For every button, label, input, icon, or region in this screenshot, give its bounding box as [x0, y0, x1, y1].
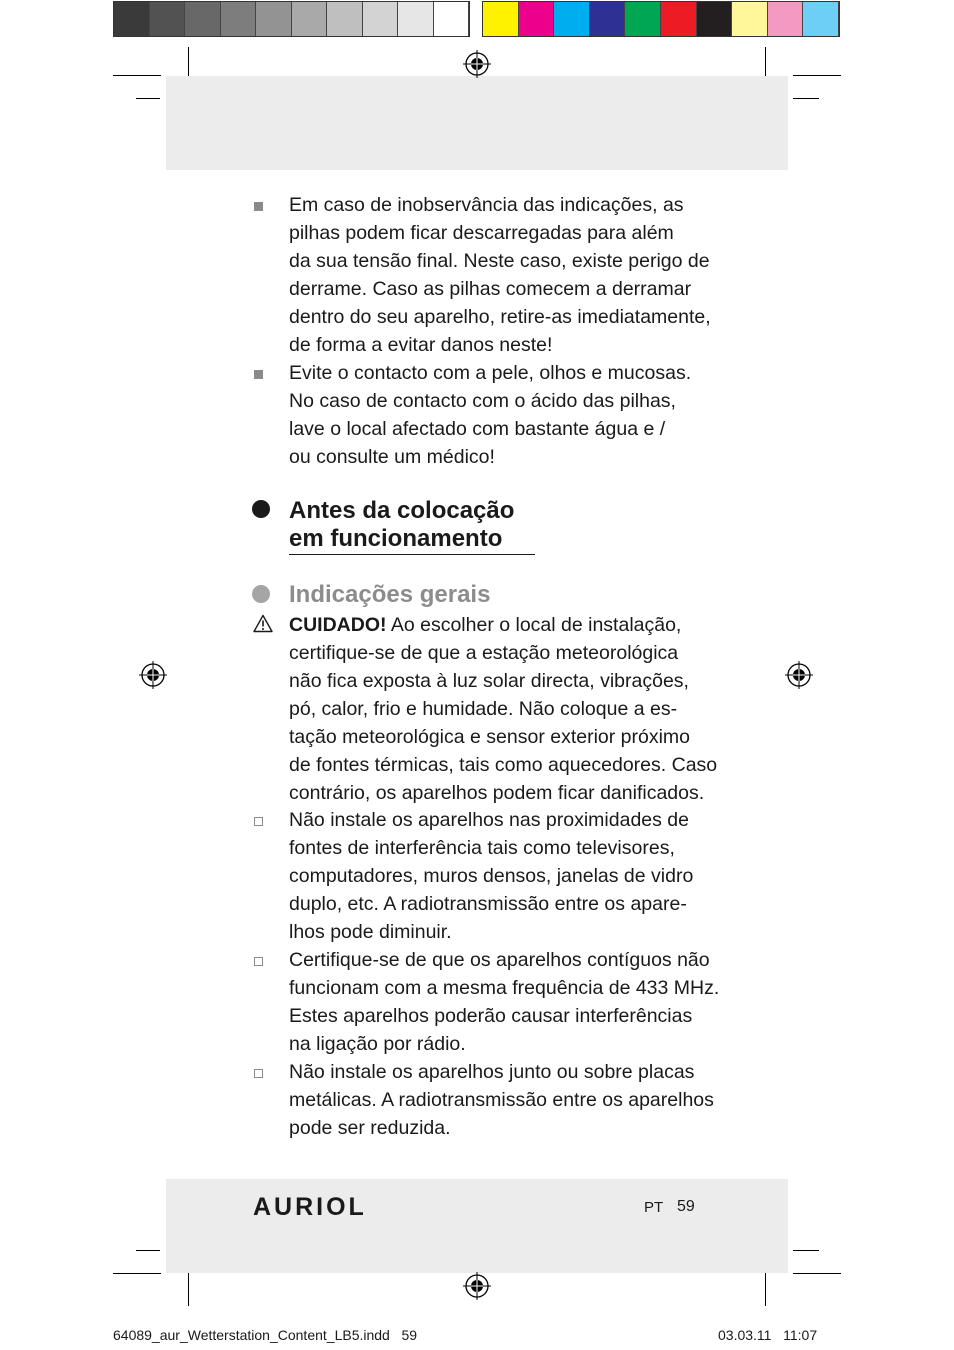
black-dot-icon — [252, 500, 270, 518]
text-line: não fica exposta à luz solar directa, vibrações, — [289, 670, 689, 692]
registration-mark-icon — [462, 1271, 492, 1301]
color-swatch — [625, 2, 661, 36]
text-line: Em caso de inobservância das indicações, as — [289, 194, 684, 216]
text-line: derrame. Caso as pilhas comecem a derramar — [289, 278, 692, 300]
text-line: lhos pode diminuir. — [289, 921, 452, 943]
text-line: da sua tensão final. Neste caso, existe perigo de — [289, 250, 710, 272]
color-swatch — [483, 2, 519, 36]
text-line: duplo, etc. A radiotransmissão entre os apare- — [289, 893, 687, 915]
crop-mark — [136, 1250, 160, 1251]
text-line: ou consulte um médico! — [289, 446, 495, 468]
square-bullet-icon — [254, 202, 263, 211]
language-code: PT — [644, 1199, 664, 1216]
list-item — [289, 946, 720, 1058]
color-swatch — [398, 2, 434, 36]
color-bar — [482, 1, 840, 37]
text-line: pode ser reduzida. — [289, 1117, 451, 1139]
text-line: pilhas podem ficar descarregadas para além — [289, 222, 674, 244]
color-swatch — [327, 2, 363, 36]
color-swatch — [221, 2, 257, 36]
text-line: Evite o contacto com a pele, olhos e mucosas. — [289, 362, 692, 384]
heading-line: em funcionamento — [289, 525, 503, 552]
color-swatch — [697, 2, 733, 36]
color-swatch — [114, 2, 150, 36]
text-line: metálicas. A radiotransmissão entre os aparelhos — [289, 1089, 714, 1111]
paragraph-caution — [289, 611, 718, 807]
crop-mark — [765, 1268, 766, 1306]
gray-dot-icon — [252, 585, 270, 603]
checkbox-bullet-icon — [254, 817, 263, 826]
caution-text: Ao escolher o local de instalação, — [386, 614, 682, 636]
checkbox-bullet-icon — [254, 1069, 263, 1078]
page-number: 59 — [677, 1198, 695, 1215]
text-line: lave o local afectado com bastante água e / — [289, 418, 666, 440]
list-item — [289, 1058, 714, 1142]
header-panel — [166, 76, 788, 170]
paragraph-battery-leak — [289, 191, 709, 359]
text-line: pó, calor, frio e humidade. Não coloque a es- — [289, 698, 678, 720]
brand-logo: AURIOL — [253, 1193, 367, 1221]
color-swatch — [661, 2, 697, 36]
crop-mark — [188, 1268, 189, 1306]
crop-mark — [793, 75, 841, 76]
crop-mark — [793, 1273, 841, 1274]
text-line: Não instale os aparelhos junto ou sobre placas — [289, 1061, 695, 1083]
date-slug: 03.03.11 11:07 — [718, 1327, 818, 1343]
text-line: tação meteorológica e sensor exterior próximo — [289, 726, 691, 748]
caution-label: CUIDADO! — [289, 614, 387, 636]
heading-underline — [289, 554, 535, 555]
paragraph-avoid-contact — [289, 359, 709, 471]
text-line: fontes de interferência tais como televisores, — [289, 837, 675, 859]
text-line: certifique-se de que a estação meteorológica — [289, 642, 679, 664]
section-heading — [289, 497, 514, 553]
grayscale-bar — [113, 1, 470, 37]
text-line: contrário, os aparelhos podem ficar danificados. — [289, 782, 705, 804]
color-swatch — [363, 2, 399, 36]
color-swatch — [185, 2, 221, 36]
list-item — [289, 806, 709, 946]
text-line: de fontes térmicas, tais como aquecedores. Caso — [289, 754, 718, 776]
registration-mark-icon — [138, 660, 168, 690]
crop-mark — [793, 1250, 819, 1251]
color-swatch — [256, 2, 292, 36]
text-line: Não instale os aparelhos nas proximidades de — [289, 809, 689, 831]
checkbox-bullet-icon — [254, 957, 263, 966]
registration-mark-icon — [784, 660, 814, 690]
crop-mark — [113, 1273, 161, 1274]
color-swatch — [768, 2, 804, 36]
crop-mark — [793, 98, 819, 99]
text-line: funcionam com a mesma frequência de 433 MHz. — [289, 977, 720, 999]
text-line: na ligação por rádio. — [289, 1033, 466, 1055]
color-swatch — [434, 2, 470, 36]
registration-mark-icon — [462, 49, 492, 79]
text-line: computadores, muros densos, janelas de vidro — [289, 865, 694, 887]
color-swatch — [732, 2, 768, 36]
color-swatch — [554, 2, 590, 36]
text-line — [289, 611, 709, 639]
text-line: No caso de contacto com o ácido das pilhas, — [289, 390, 676, 412]
text-line: Estes aparelhos poderão causar interferências — [289, 1005, 693, 1027]
color-swatch — [150, 2, 186, 36]
color-swatch — [519, 2, 555, 36]
crop-mark — [113, 75, 161, 76]
text-line: Certifique-se de que os aparelhos contíguos não — [289, 949, 710, 971]
text-line: de forma a evitar danos neste! — [289, 334, 553, 356]
crop-mark — [136, 98, 160, 99]
color-swatch — [590, 2, 626, 36]
file-slug: 64089_aur_Wetterstation_Content_LB5.indd 59 — [113, 1327, 418, 1343]
color-swatch — [803, 2, 839, 36]
color-swatch — [292, 2, 328, 36]
heading-line: Antes da colocação — [289, 497, 515, 524]
text-line: dentro do seu aparelho, retire-as imediatamente, — [289, 306, 711, 328]
warning-triangle-icon — [253, 614, 273, 633]
subsection-heading: Indicações gerais — [289, 581, 491, 608]
square-bullet-icon — [254, 370, 263, 379]
